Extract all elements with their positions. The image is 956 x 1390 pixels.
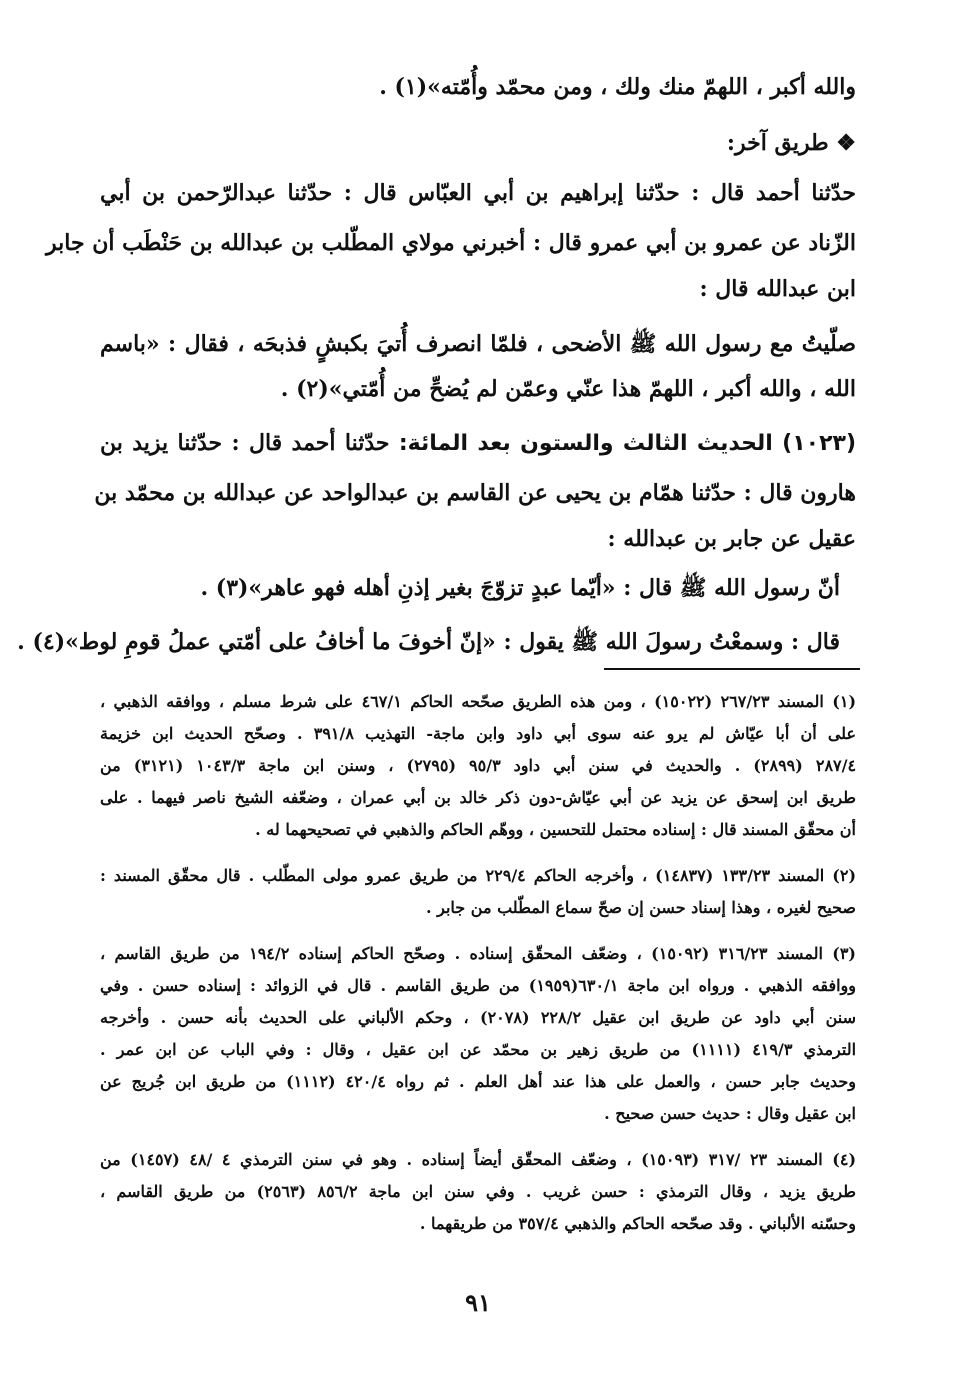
footnote-line: سنن أبي داود عن طريق ابن عقيل ٢٢٨/٢ (٢٠٧٨) ، وحكم الألباني على الحديث بأنه حسن . وأخرجه (100, 1008, 857, 1027)
text-line: قال : وسمعْتُ رسولَ الله ﷺ يقول : «إنّ أخوفَ ما أخافُ على أمّتي عملُ قومِ لوط»(٤) . (17, 629, 840, 655)
hadith-title: (١٠٢٣) الحديث الثالث والستون بعد المائة: (398, 431, 856, 456)
text-line: صلّيتُ مع رسول الله ﷺ الأضحى ، فلمّا انصرف أُتيَ بكبشٍ فذبحَه ، فقال : «باسم (100, 331, 856, 357)
hadith-heading-line (100, 430, 856, 456)
text-line: الزّناد عن عمرو بن أبي عمرو قال : أخبرني مولاي المطّلب بن عبدالله بن حَنْطَب أن جابر (46, 230, 856, 256)
footnote-line: طريق يزيد ، وقال الترمذي : حسن غريب . وفي سنن ابن ماجة ٨٥٦/٢ (٢٥٦٣) من طريق القاسم ، (100, 1182, 856, 1201)
text-line: ابن عبدالله قال : (699, 276, 856, 302)
section-heading: ❖ طريق آخر: (726, 130, 856, 156)
footnote-line: الترمذي ٤١٩/٣ (١١١١) من طريق زهير بن محمّد عن ابن عقيل ، وقال : وفي الباب عن ابن عمر . (100, 1040, 857, 1059)
page-number: ٩١ (465, 1288, 491, 1317)
hadith-text: حدّثنا أحمد قال : حدّثنا يزيد بن (100, 430, 390, 456)
footnote-line: ابن عقيل وقال : حديث حسن صحيح . (604, 1104, 856, 1123)
footnote-line: (٣) المسند ٣١٦/٢٣ (١٥٠٩٢) ، وضعّف المحقّق إسناده . وصحّح الحاكم إسناده ١٩٤/٢ من طريق القاسم ، (100, 944, 856, 963)
footnote-line: ووافقه الذهبي . ورواه ابن ماجة ٦٣٠/١(١٩٥٩) من طريق القاسم . قال في الزوائد : إسناده حسن . وفي (100, 976, 856, 995)
text-line: هارون قال : حدّثنا همّام بن يحيى عن القاسم بن عبدالواحد عن عبدالله بن محمّد بن (94, 480, 856, 506)
footnote-line: طريق ابن إسحق عن يزيد عن أبي عيّاش-دون ذكر خالد بن أبي عمران ، وضعّفه الشيخ ناصر فيهما . على (100, 788, 856, 807)
footnote-line: (٢) المسند ١٣٣/٢٣ (١٤٨٣٧) ، وأخرجه الحاكم ٢٢٩/٤ من طريق عمرو مولى المطّلب . قال محقّق المسند : (100, 866, 857, 885)
text-line: عقيل عن جابر بن عبدالله : (607, 526, 856, 552)
footnote-line: ٢٨٧/٤ (٢٨٩٩) . والحديث في سنن أبي داود ٩٥/٣ (٢٧٩٥) ، وسنن ابن ماجة ١٠٤٣/٣ (٣١٢١) من (100, 756, 857, 775)
footnote-line: وحسّنه الألباني . وقد صحّحه الحاكم والذهبي ٣٥٧/٤ من طريقهما . (419, 1214, 856, 1233)
text-line: الله ، والله أكبر ، اللهمّ هذا عنّي وعمّن لم يُضحِّ من أُمّتي»(٢) . (280, 376, 856, 402)
footnote-line: صحيح لغيره ، وهذا إسناد حسن إن صحّ سماع المطّلب من جابر . (426, 898, 856, 917)
footnote-separator (604, 668, 860, 670)
text-line: حدّثنا أحمد قال : حدّثنا إبراهيم بن أبي العبّاس قال : حدّثنا عبدالرّحمن بن أبي (100, 180, 856, 206)
footnote-line: على أن أبا عيّاش لم يرو عنه سوى أبي داود وابن ماجة- التهذيب ٣٩١/٨ . وصحّح الحديث ابن خزيمة (100, 724, 856, 743)
footnote-line: (٤) المسند ٢٣ /٣١٧ (١٥٠٩٣) ، وضعّف المحقّق أيضاً إسناده . وهو في سنن الترمذي ٤ /٤٨ (١٤٥٧) من (100, 1150, 857, 1169)
text-line: والله أكبر ، اللهمّ منك ولك ، ومن محمّد وأُمّته»(١) . (379, 74, 856, 100)
footnote-line: أن محقّق المسند قال : إسناده محتمل للتحسين ، ووهّم الحاكم والذهبي في تصحيحهما له . (255, 820, 856, 839)
text-line: أنّ رسول الله ﷺ قال : «أيّما عبدٍ تزوّجَ بغير إذنِ أهله فهو عاهر»(٣) . (200, 575, 840, 601)
footnote-line: (١) المسند ٢٦٧/٢٣ (١٥٠٢٢) ، ومن هذه الطريق صحّحه الحاكم ٤٦٧/١ على شرط مسلم ، ووافقه الذهبي ، (100, 692, 857, 711)
footnote-line: وحديث جابر حسن ، والعمل على هذا عند أهل العلم . ثم رواه ٤٢٠/٤ (١١١٢) من طريق ابن جُريج عن (100, 1072, 857, 1091)
